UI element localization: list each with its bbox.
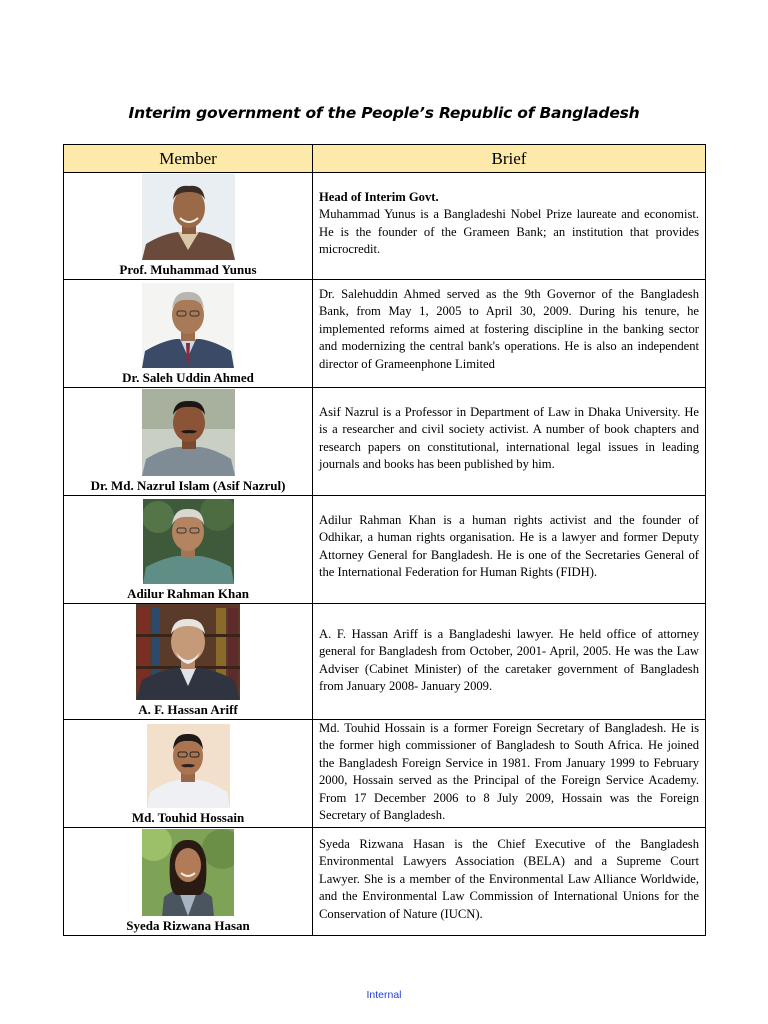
member-cell: [64, 173, 313, 280]
members-table: [63, 144, 706, 936]
member-brief: Md. Touhid Hossain is a former Foreign Secretary of Bangladesh. He is the former high commissioner of Bangladesh to South Africa. He joined the Bangladesh Foreign Service in 1981. From January 1999 to February 2000, Hossain served as the Principal of the Foreign Service Academy. From 17 December 2006 to 8 July 2009, Hossain was the Foreign Secretary of Bangladesh.: [319, 721, 699, 823]
member-photo: [143, 499, 234, 584]
member-cell: [64, 496, 313, 604]
member-name: Prof. Muhammad Yunus: [119, 262, 257, 277]
member-brief: Muhammad Yunus is a Bangladeshi Nobel Prize laureate and economist. He is the founder of the Grameen Bank; an institution that provides microcredit.: [319, 207, 699, 257]
member-name: Md. Touhid Hossain: [131, 810, 245, 825]
member-column-header: Member: [64, 145, 313, 173]
brief-cell: [313, 604, 706, 720]
member-brief: Asif Nazrul is a Professor in Department of Law in Dhaka University. He is a researcher and civil society activist. A number of book chapters and research papers on constitutional, international legal issues in leading journals and books has been published by him.: [319, 405, 699, 472]
member-name: Dr. Md. Nazrul Islam (Asif Nazrul): [90, 478, 286, 493]
brief-cell: [313, 828, 706, 936]
brief-cell: [313, 280, 706, 388]
member-cell: [64, 604, 313, 720]
brief-cell: [313, 173, 706, 280]
table-row: [64, 720, 706, 828]
brief-heading: Head of Interim Govt.: [319, 190, 439, 204]
table-row: [64, 280, 706, 388]
member-brief: Syeda Rizwana Hasan is the Chief Executive of the Bangladesh Environmental Lawyers Association (BELA) and a Supreme Court Lawyer. She is a member of the Environmental Law Alliance Worldwide, and the Environmental Law Commission of International Unions for the Conservation of Nature (IUCN).: [319, 837, 699, 921]
table-row: [64, 388, 706, 496]
table-row: [64, 173, 706, 280]
brief-column-header: Brief: [313, 145, 706, 173]
table-row: [64, 604, 706, 720]
table-header-row: [64, 145, 706, 173]
brief-cell: [313, 720, 706, 828]
member-name: Syeda Rizwana Hasan: [126, 918, 250, 933]
member-photo: [142, 174, 235, 260]
member-photo: [142, 829, 234, 916]
member-photo: [142, 283, 234, 368]
member-photo: [142, 389, 235, 476]
member-cell: [64, 280, 313, 388]
member-name: Dr. Saleh Uddin Ahmed: [122, 370, 254, 385]
document-title: Interim government of the People’s Republic of Bangladesh: [128, 104, 640, 122]
member-photo: [147, 724, 230, 808]
member-cell: [64, 388, 313, 496]
table-row: [64, 496, 706, 604]
member-brief: Dr. Salehuddin Ahmed served as the 9th Governor of the Bangladesh Bank, from May 1, 2005 to April 30, 2009. During his tenure, he implemented reforms aimed at fostering discipline in the banking sector and modernizing the central bank's operations. He is also an independent director of Grameenphone Limited: [319, 287, 699, 371]
brief-cell: [313, 496, 706, 604]
table-row: [64, 828, 706, 936]
member-brief: Adilur Rahman Khan is a human rights activist and the founder of Odhikar, a human rights organisation. He is a lawyer and former Deputy Attorney General for Bangladesh. He is one of the Secretaries General of the International Federation for Human Rights (FIDH).: [319, 513, 699, 580]
member-cell: [64, 828, 313, 936]
member-name: Adilur Rahman Khan: [127, 586, 249, 601]
member-brief: A. F. Hassan Ariff is a Bangladeshi lawyer. He held office of attorney general for Bangladesh from October, 2001- April, 2005. He was the Law Adviser (Cabinet Minister) of the caretaker government of Bangladesh from January 2008- January 2009.: [319, 627, 699, 694]
member-name: A. F. Hassan Ariff: [138, 702, 238, 717]
classification-label: Internal: [366, 989, 402, 1001]
member-photo: [136, 604, 240, 700]
brief-cell: [313, 388, 706, 496]
member-cell: [64, 720, 313, 828]
